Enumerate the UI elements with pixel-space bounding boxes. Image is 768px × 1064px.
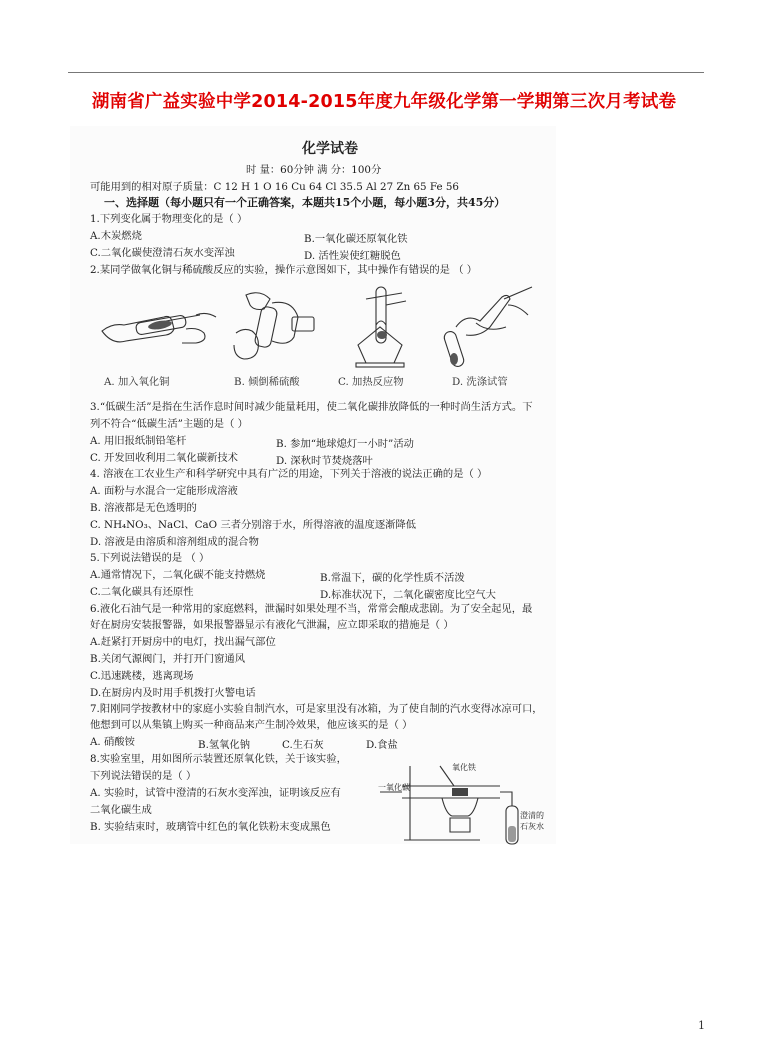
q8-figure-label-fe2o3: 氧化铁 bbox=[452, 763, 476, 772]
q4-option-b: B. 溶液都是无色透明的 bbox=[90, 502, 197, 514]
q8-figure-label-lime-2: 石灰水 bbox=[520, 822, 544, 831]
header-rule bbox=[68, 72, 704, 73]
q4-option-a: A. 面粉与水混合一定能形成溶液 bbox=[90, 485, 238, 497]
q3-stem-line1: 3.“低碳生活”是指在生活作息时间时减少能量耗用，使二氧化碳排放降低的一种时尚生活方式。下 bbox=[90, 401, 533, 413]
section-heading: 一、选择题（每小题只有一个正确答案，本题共15个小题，每小题3分，共45分） bbox=[104, 196, 506, 209]
q1-option-b: B.一氧化碳还原氧化铁 bbox=[304, 233, 408, 245]
q8-stem-line2: 下列说法错误的是（ ） bbox=[90, 770, 197, 782]
q6-stem-line1: 6.液化石油气是一种常用的家庭燃料，泄漏时如果处理不当，常常会酿成悲剧。为了安全起见，最 bbox=[90, 603, 533, 615]
exam-meta: 时 量：60分钟 满 分：100分 bbox=[246, 164, 382, 176]
q1-option-d: D. 活性炭使红糖脱色 bbox=[304, 250, 401, 262]
q8-figure-label-lime-1: 澄清的 bbox=[520, 811, 544, 820]
q3-stem-line2: 列不符合“低碳生活”主题的是（ ） bbox=[90, 418, 248, 430]
q8-figure-label-co: 一氧化碳 bbox=[378, 783, 410, 792]
document-title: 湖南省广益实验中学2014-2015年度九年级化学第一学期第三次月考试卷 bbox=[91, 92, 677, 112]
q3-option-a: A. 用旧报纸制铅笔杆 bbox=[90, 435, 187, 447]
atomic-masses: 可能用到的相对原子质量：C 12 H 1 O 16 Cu 64 Cl 35.5 Al 27 Zn 65 Fe 56 bbox=[90, 181, 459, 193]
page-number: 1 bbox=[698, 1019, 705, 1032]
q7-option-b: B.氢氧化钠 bbox=[198, 739, 251, 751]
q3-option-c: C. 开发回收利用二氧化碳新技术 bbox=[90, 452, 238, 464]
q1-option-c: C.二氧化碳使澄清石灰水变浑浊 bbox=[90, 247, 235, 259]
q7-option-a: A. 硝酸铵 bbox=[90, 736, 135, 748]
q4-stem: 4. 溶液在工农业生产和科学研究中具有广泛的用途，下列关于溶液的说法正确的是（ ） bbox=[90, 468, 488, 480]
q2-option-a: A. 加入氧化铜 bbox=[104, 376, 170, 388]
q1-stem: 1.下列变化属于物理变化的是（ ） bbox=[90, 213, 248, 225]
q5-option-c: C.二氧化碳具有还原性 bbox=[90, 586, 194, 598]
q7-option-c: C.生石灰 bbox=[282, 739, 324, 751]
paper-title: 化学试卷 bbox=[302, 141, 358, 157]
q8-stem-line1: 8.实验室里，用如图所示装置还原氧化铁，关于该实验， bbox=[90, 753, 347, 765]
q8-option-a-line2: 二氧化碳生成 bbox=[90, 804, 152, 816]
q8-option-a-line1: A. 实验时，试管中澄清的石灰水变浑浊，证明该反应有 bbox=[90, 787, 341, 799]
q5-option-a: A.通常情况下，二氧化碳不能支持燃烧 bbox=[90, 569, 266, 581]
q1-option-a: A.木炭燃烧 bbox=[90, 230, 142, 242]
q2-option-b: B. 倾倒稀硫酸 bbox=[234, 376, 300, 388]
q5-stem: 5.下列说法错误的是 （ ） bbox=[90, 552, 210, 564]
q5-option-d: D.标准状况下，二氧化碳密度比空气大 bbox=[320, 589, 496, 601]
q7-stem-line1: 7.阳刚同学按教材中的家庭小实验自制汽水，可是家里没有冰箱，为了使自制的汽水变得冰凉可口， bbox=[90, 703, 543, 715]
q2-stem: 2.某同学做氧化铜与稀硫酸反应的实验，操作示意图如下，其中操作有错误的是 （ ） bbox=[90, 264, 478, 276]
q6-option-c: C.迅速跳楼，逃离现场 bbox=[90, 670, 194, 682]
q4-option-c: C. NH₄NO₃、NaCl、CaO 三者分别溶于水，所得溶液的温度逐渐降低 bbox=[90, 519, 417, 531]
q2-option-d: D. 洗涤试管 bbox=[452, 376, 508, 388]
q3-option-d: D. 深秋时节焚烧落叶 bbox=[276, 455, 373, 467]
q8-option-b: B. 实验结束时，玻璃管中红色的氧化铁粉末变成黑色 bbox=[90, 821, 331, 833]
q7-option-d: D.食盐 bbox=[366, 739, 398, 751]
q2-figure-icon bbox=[96, 285, 556, 371]
q6-option-a: A.赶紧打开厨房中的电灯，找出漏气部位 bbox=[90, 636, 276, 648]
q6-option-b: B.关闭气源阀门，并打开门窗通风 bbox=[90, 653, 245, 665]
q6-stem-line2: 好在厨房安装报警器，如果报警器显示有液化气泄漏，应立即采取的措施是（ ） bbox=[90, 619, 454, 631]
q7-stem-line2: 他想到可以从集镇上购买一种商品来产生制冷效果，他应该买的是（ ） bbox=[90, 719, 413, 731]
q4-option-d: D. 溶液是由溶质和溶剂组成的混合物 bbox=[90, 536, 259, 548]
q3-option-b: B. 参加“地球熄灯一小时”活动 bbox=[276, 438, 414, 450]
q6-option-d: D.在厨房内及时用手机拨打火警电话 bbox=[90, 687, 256, 699]
q5-option-b: B.常温下，碳的化学性质不活泼 bbox=[320, 572, 465, 584]
q2-option-c: C. 加热反应物 bbox=[338, 376, 404, 388]
